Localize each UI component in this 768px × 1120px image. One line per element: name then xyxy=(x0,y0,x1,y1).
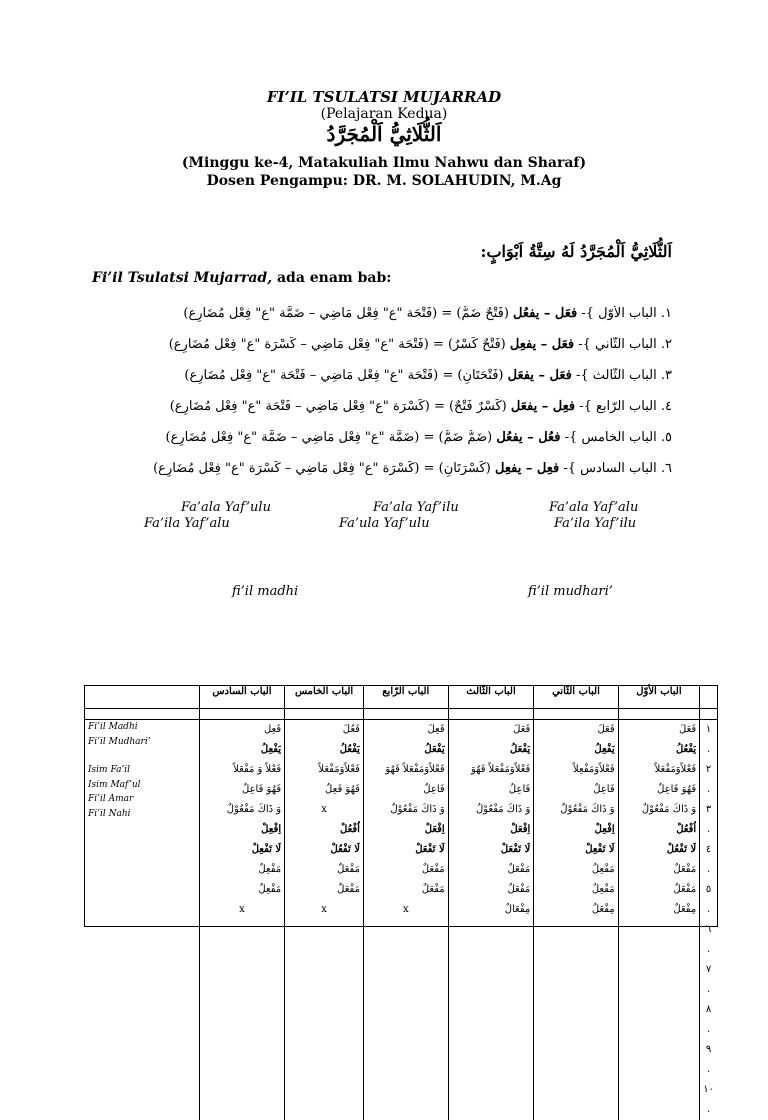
number-header-cell xyxy=(700,686,717,709)
pattern-label: Fa’ila Yaf’ilu xyxy=(554,516,636,531)
pattern-label: Fa’ala Yaf’alu xyxy=(549,500,638,515)
table-cell: اُفْعُلْ xyxy=(288,820,360,840)
arabic-title: اَلثُّلَاثِيُّ اَلْمُجَرَّدُ xyxy=(0,122,768,146)
bab-lead: ٤. الباب الرّابع }- xyxy=(575,399,672,414)
bab-verb: فعَل – يفعِل xyxy=(510,337,574,352)
row-label: Fi’il Nahi xyxy=(88,807,196,822)
bab-verb: فعَل – يفعَل xyxy=(508,368,572,383)
table-cell: فَعِلَ xyxy=(367,720,445,740)
table-cell: وَ ذَاكَ مَفْعُوْلٌ xyxy=(622,800,697,820)
table-cell: مَفْعَلٌ xyxy=(288,860,360,880)
bab-verb: فعُل – يفعُل xyxy=(496,430,560,445)
doc-subtitle: (Pelajaran Kedua) xyxy=(0,106,768,122)
table-cell: x xyxy=(288,900,360,920)
table-cell: مِفْعَلٌ xyxy=(622,900,697,920)
bab-item xyxy=(72,461,672,492)
bab-rest: (كَسْرَتَانِ) = (كَسْرَة "ع" فِعْل مَاضِي – كَسْرَة "ع" فِعْل مُضَارِع) xyxy=(153,461,495,476)
table-cell: اِفْعَلْ xyxy=(367,820,445,840)
bab-column xyxy=(285,720,364,1120)
row-number: ٤ . xyxy=(703,840,714,880)
bab-column xyxy=(534,720,618,1120)
table-cell: فَعْلاًوَمَفْعَلاً فَهُوَ xyxy=(367,760,445,780)
table-cell: اِفْعَلْ xyxy=(452,820,531,840)
row-label-column xyxy=(85,720,199,1120)
table-cell: يَفْعَلُ xyxy=(452,740,531,760)
mudhari-label: fi’il mudhari’ xyxy=(528,584,613,599)
table-cell: فَعُلَ xyxy=(288,720,360,740)
table-cell: فَعَلَ xyxy=(452,720,531,740)
table-cell: فَعْلاًوَمَفْعَلاً xyxy=(288,760,360,780)
column-header: الباب الثّاني xyxy=(534,686,618,709)
table-cell: لَا تَفْعُلْ xyxy=(288,840,360,860)
pattern-label: Fa’ila Yaf’alu xyxy=(144,516,230,531)
table-cell: مَفْعَلٌ xyxy=(622,860,697,880)
table-header-row xyxy=(85,686,717,709)
column-header: الباب الثّالث xyxy=(448,686,534,709)
table-cell: يَفْعُلُ xyxy=(288,740,360,760)
row-label: Isim Fa’il xyxy=(88,763,196,778)
table-cell: فَعَلَ xyxy=(622,720,697,740)
table-cell: مَفْعَلٌ xyxy=(367,860,445,880)
latin-intro-heading xyxy=(92,270,391,286)
row-number: ٦ . xyxy=(703,920,714,960)
table-cell: فَعْلاًوَمَفْعَلاً فَهُوَ xyxy=(452,760,531,780)
table-cell: يَفْعِلُ xyxy=(203,740,281,760)
bab-rest: (ضَمٌّ ضَمٌّ) = (ضَمَّة "ع" فِعْل مَاضِي – ضَمَّة "ع" فِعْل مُضَارِع) xyxy=(166,430,497,445)
table-cell: x xyxy=(367,900,445,920)
table-body-row xyxy=(85,720,717,1120)
table-cell: x xyxy=(288,800,360,820)
table-cell: مَفْعَلٌ xyxy=(367,880,445,900)
row-number: ٩ . xyxy=(703,1040,714,1080)
table-cell: فَهُوَ فَعِلٌ xyxy=(288,780,360,800)
bab-item xyxy=(72,399,672,430)
column-header: الباب الأوّل xyxy=(618,686,700,709)
table-cell: مِفْعَلٌ xyxy=(537,900,614,920)
table-cell: فَهُوَ فَاعِلٌ xyxy=(203,780,281,800)
row-label: Fi’il Amar xyxy=(88,792,196,807)
bab-column xyxy=(363,720,448,1120)
bab-rest: (كَسْرٌ فَتْحٌ) = (كَسْرَة "ع" فِعْل مَاضِي – فَتْحَة "ع" فِعْل مُضَارِع) xyxy=(170,399,511,414)
doc-title: FI’IL TSULATSI MUJARRAD xyxy=(0,88,768,106)
bab-item xyxy=(72,430,672,461)
table-cell: فَاعِلٌ xyxy=(452,780,531,800)
row-number: ٢ . xyxy=(703,760,714,800)
row-number: ١٠ . xyxy=(703,1080,714,1120)
row-number: ٨ . xyxy=(703,1000,714,1040)
lecturer-line: Dosen Pengampu: DR. M. SOLAHUDIN, M.Ag xyxy=(0,173,768,189)
table-cell: مَفْعَلٌ xyxy=(622,880,697,900)
table-cell: فَعْلاًوَمَفْعَلاً xyxy=(622,760,697,780)
madhi-label: fi’il madhi xyxy=(232,584,298,599)
course-line: (Minggu ke-4, Matakuliah Ilmu Nahwu dan Sharaf) xyxy=(0,155,768,171)
bab-rest: (فَتْحٌ ضَمٌّ) = (فَتْحَة "ع" فِعْل مَاضِي – ضَمَّة "ع" فِعْل مُضَارِع) xyxy=(183,306,513,321)
column-header: الباب الرّابع xyxy=(363,686,448,709)
bab-lead: ٦. الباب السادس }- xyxy=(559,461,672,476)
table-cell: لَا تَفْعُلْ xyxy=(622,840,697,860)
bab-verb: فعِل – يفعَل xyxy=(511,399,575,414)
bab-item xyxy=(72,337,672,368)
table-cell: مَفْعَلٌ xyxy=(452,860,531,880)
arabic-intro-heading: اَلثُّلَاثِيُّ اَلْمُجَرَّدُ لَهُ سِتَّةُ اَبْوَابٍ: xyxy=(481,242,672,261)
row-label: Fi’il Mudhari’ xyxy=(88,735,196,750)
table-cell: اِفْعِلْ xyxy=(203,820,281,840)
table-cell: x xyxy=(203,900,281,920)
table-cell: مَفْعَلٌ xyxy=(452,880,531,900)
table-cell: مَفْعِلٌ xyxy=(203,860,281,880)
table-cell: وَ ذَاكَ مَفْعُوْلٌ xyxy=(452,800,531,820)
table-cell: لَا تَفْعَلْ xyxy=(452,840,531,860)
table-cell: مَفْعِلٌ xyxy=(537,860,614,880)
row-label: Isim Maf’ul xyxy=(88,778,196,793)
bab-column xyxy=(199,720,284,1120)
table-cell: لَا تَفْعِلْ xyxy=(537,840,614,860)
table-cell: مَفْعِلٌ xyxy=(537,880,614,900)
intro-rest: ada enam bab: xyxy=(272,270,391,286)
table-cell: فَعِل xyxy=(203,720,281,740)
bab-rest: (فَتْحٌ كَسْرٌ) = (فَتْحَة "ع" فِعْل مَاضِي – كَسْرَة "ع" فِعْل مُضَارِع) xyxy=(169,337,510,352)
table-cell: وَ ذَاكَ مَفْعُوْلٌ xyxy=(537,800,614,820)
row-label xyxy=(88,749,196,763)
table-cell: فَهُوَ فَاعِلٌ xyxy=(622,780,697,800)
tasrif-table xyxy=(84,685,718,927)
bab-verb: فعِل – يفعِل xyxy=(495,461,559,476)
bab-item xyxy=(72,306,672,337)
bab-list xyxy=(72,306,672,492)
table-cell: فَعْلاً وَ مَفْعَلاً xyxy=(203,760,281,780)
pattern-label: Fa’ala Yaf’ulu xyxy=(181,500,271,515)
table-cell: فَاعِلٌ xyxy=(367,780,445,800)
table-cell: وَ ذَاكَ مَفْعُوْلٌ xyxy=(367,800,445,820)
table-cell: اُفْعُلْ xyxy=(622,820,697,840)
column-header: الباب الخامس xyxy=(285,686,364,709)
bab-rest: (فَتْحَتَانِ) = (فَتْحَة "ع" فِعْل مَاضِي – فَتْحَة "ع" فِعْل مُضَارِع) xyxy=(184,368,507,383)
table-cell: يَفْعُلُ xyxy=(622,740,697,760)
table-cell: يَفْعِلُ xyxy=(537,740,614,760)
table-spacer-row xyxy=(85,709,717,720)
number-column xyxy=(700,720,717,1120)
intro-italic: Fi’il Tsulatsi Mujarrad, xyxy=(92,270,272,286)
table-cell: يَفْعَلُ xyxy=(367,740,445,760)
table-cell: مَفْعَلٌ xyxy=(288,880,360,900)
row-number: ١ . xyxy=(703,720,714,760)
row-number: ٣ . xyxy=(703,800,714,840)
table-cell: لَا تَفْعَلْ xyxy=(367,840,445,860)
tasrif-grid xyxy=(85,686,717,1120)
bab-verb: فعَل – يفعُل xyxy=(513,306,577,321)
label-header-cell xyxy=(85,686,199,709)
bab-column xyxy=(618,720,700,1120)
table-cell: فَعْلاًوَمَفْعِلاً xyxy=(537,760,614,780)
bab-column xyxy=(448,720,534,1120)
bab-lead: ١. الباب الأوّل }- xyxy=(577,306,672,321)
table-cell: لَا تَفْعِلْ xyxy=(203,840,281,860)
table-cell: مَفْعِلٌ xyxy=(203,880,281,900)
row-number: ٥ . xyxy=(703,880,714,920)
table-cell: فَاعِلٌ xyxy=(537,780,614,800)
bab-item xyxy=(72,368,672,399)
table-cell: اِفْعِلْ xyxy=(537,820,614,840)
pattern-label: Fa’ula Yaf’ulu xyxy=(339,516,430,531)
bab-lead: ٣. الباب الثّالث }- xyxy=(572,368,672,383)
table-cell: وَ ذَاكَ مَفْعُوْلٌ xyxy=(203,800,281,820)
column-header: الباب السادس xyxy=(199,686,284,709)
row-label: Fi’il Madhi xyxy=(88,720,196,735)
table-cell: مِفْعَالٌ xyxy=(452,900,531,920)
pattern-label: Fa’ala Yaf’ilu xyxy=(373,500,459,515)
row-number: ٧ . xyxy=(703,960,714,1000)
bab-lead: ٥. الباب الخامس }- xyxy=(561,430,672,445)
bab-lead: ٢. الباب الثّاني }- xyxy=(574,337,672,352)
table-cell: فَعَلَ xyxy=(537,720,614,740)
